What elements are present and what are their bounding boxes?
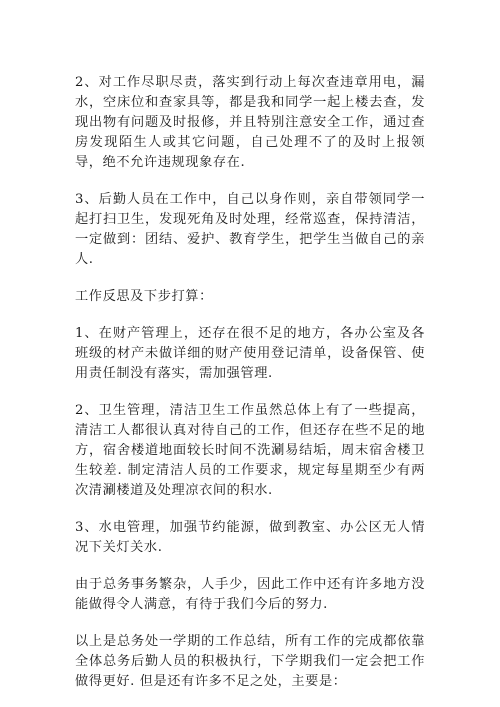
paragraph-logistics-staff: 3、后勤人员在工作中，自己以身作则，亲自带领同学一起打扫卫生，发现死角及时处理，经常巡查，保持清洁，一定做到：团结、爱护、教育学生，把学生当做自己的亲人. (75, 192, 425, 267)
document-body (75, 73, 425, 692)
paragraph-property-management: 1、在财产管理上，还存在很不足的地方，各办公室及各班级的材产未做详细的财产使用登记清单，设备保管、使用责任制没有落实，需加强管理. (75, 326, 425, 381)
paragraph-utilities-management: 3、水电管理，加强节约能源，做到教室、办公区无人情况下关灯关水. (75, 520, 425, 555)
paragraph-duty-inspection: 2、对工作尽职尽责，落实到行动上每次查违章用电，漏水，空床位和查家具等，都是我和同学一起上楼去查，发现出物有问题及时报修，并且特别注意安全工作，通过查房发现陌生人或其它问题，自己处理不了的及时上报领导，绝不允许违规现象存在. (75, 75, 425, 170)
paragraph-summary-conclusion: 以上是总务处一学期的工作总结，所有工作的完成都依靠全体总务后勤人员的积极执行，下学期我们一定会把工作做得更好. 但是还有许多不足之处，主要是： (75, 634, 425, 689)
section-heading-reflection: 工作反思及下步打算： (75, 289, 213, 304)
paragraph-workload-note: 由于总务事务繁杂，人手少，因此工作中还有许多地方没能做得令人满意，有待于我们今后的努力. (75, 577, 425, 612)
paragraph-sanitation-management: 2、卫生管理，清洁卫生工作虽然总体上有了一些提高，清洁工人都很认真对待自己的工作，但还存在些不足的地方，宿舍楼道地面较长时间不洗涮易结垢，周末宿舍楼卫生较差. 制定清洁人员的工作要求，规定每星期至少有两次清涮楼道及处理凉衣间的积水. (75, 403, 425, 498)
